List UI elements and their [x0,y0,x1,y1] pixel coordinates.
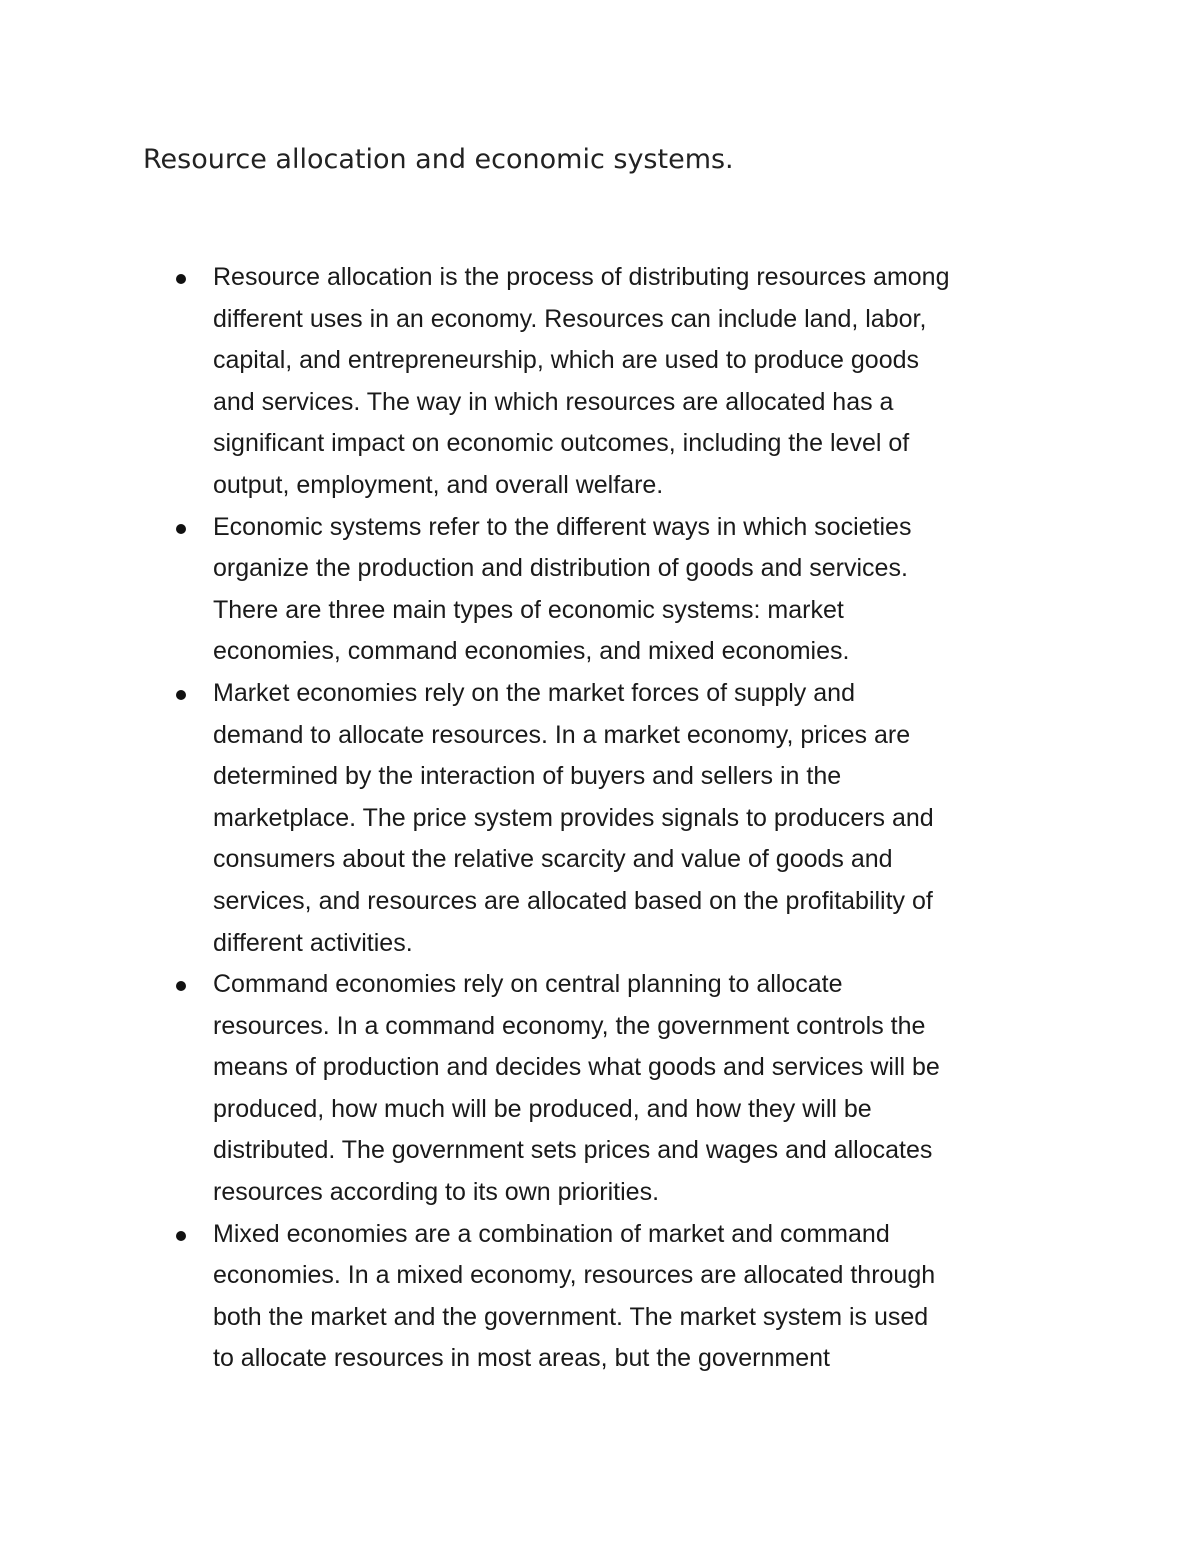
bullet-text-line: different uses in an economy. Resources can include land, labor, [213,304,927,333]
bullet-dot-icon [176,274,186,284]
bullet-text-line: marketplace. The price system provides signals to producers and [213,803,934,832]
bullet-text-line: output, employment, and overall welfare. [213,470,664,499]
bullet-text-line: resources. In a command economy, the government controls the [213,1011,926,1040]
bullet-text-line: demand to allocate resources. In a market economy, prices are [213,720,911,749]
bullet-text-line: Economic systems refer to the different ways in which societies [213,512,912,541]
bullet-text-line: Command economies rely on central planning to allocate [213,970,843,999]
bullet-text-line: capital, and entrepreneurship, which are used to produce goods [213,346,920,375]
bullet-item-command-economies [213,964,1073,1214]
bullet-text-line: to allocate resources in most areas, but the government [213,1344,830,1373]
bullet-text-line: Resource allocation is the process of distributing resources among [213,263,950,291]
bullet-text-line: services, and resources are allocated based on the profitability of [213,886,933,915]
bullet-text-line: distributed. The government sets prices and wages and allocates [213,1136,933,1165]
bullet-dot-icon [176,1231,186,1241]
bullet-item-economic-systems [213,507,1073,673]
bullet-text-line: both the market and the government. The market system is used [213,1302,929,1331]
bullet-item-market-economies [213,673,1073,964]
bullet-text-line: significant impact on economic outcomes, including the level of [213,429,910,458]
bullet-text-line: consumers about the relative scarcity and value of goods and [213,845,893,874]
bullet-text-line: Market economies rely on the market forces of supply and [213,678,855,707]
bullet-list [213,257,1073,1380]
bullet-text-line: different activities. [213,928,413,957]
bullet-item-resource-allocation [213,257,1073,507]
bullet-text-line: means of production and decides what goods and services will be [213,1053,940,1082]
bullet-text-line: organize the production and distribution of goods and services. [213,554,908,583]
bullet-text-line: There are three main types of economic systems: market [213,595,844,624]
bullet-item-mixed-economies [213,1214,1073,1380]
document-title: Resource allocation and economic systems. [143,144,734,175]
bullet-dot-icon [176,981,186,991]
bullet-text-line: resources according to its own priorities. [213,1178,660,1207]
bullet-text-line: determined by the interaction of buyers and sellers in the [213,762,842,791]
bullet-dot-icon [176,690,186,700]
bullet-text-line: economies. In a mixed economy, resources are allocated through [213,1261,936,1290]
bullet-text-line: produced, how much will be produced, and how they will be [213,1094,872,1123]
bullet-dot-icon [176,524,186,534]
bullet-text-line: Mixed economies are a combination of market and command [213,1219,890,1248]
bullet-text-line: economies, command economies, and mixed economies. [213,637,850,666]
bullet-text-line: and services. The way in which resources are allocated has a [213,387,894,416]
